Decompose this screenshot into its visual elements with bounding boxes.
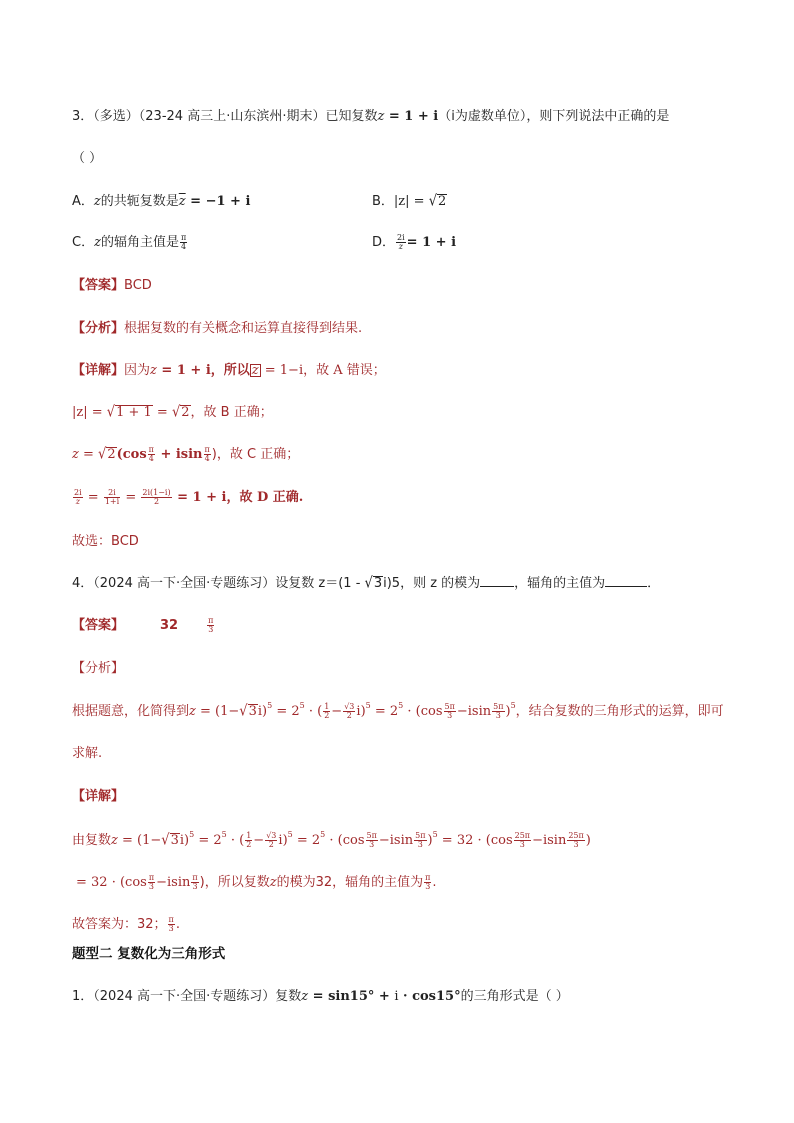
q4-analysis-b: ，结合复数的三角形式的运算，即可 <box>515 704 724 719</box>
q1-z: z <box>301 989 309 1004</box>
q4-text-d: ． <box>647 576 661 591</box>
frac-pi-3-a: $\frac{\pi}{3}$ <box>148 873 155 891</box>
q4-answer <box>72 617 215 635</box>
q3-option-a <box>72 193 250 211</box>
sqrt-radicand: 1 + 1 <box>116 405 152 420</box>
frac-2i-z: $\frac{2i}{z}$ <box>74 488 82 506</box>
q4-analysis-line-2: 求解. <box>72 746 103 761</box>
q3-tags: （多选）（23-24 高三上·山东滨州·期末）已知复数 <box>93 109 378 124</box>
q3-option-b <box>372 193 447 211</box>
detail-label: 【详解】 <box>72 363 125 378</box>
q4-analysis-label: 【分析】 <box>72 661 125 676</box>
section-title: 题型二 复数化为三角形式 <box>72 946 226 962</box>
option-c-z: z <box>94 235 101 250</box>
q4-detail-a: 由复数 <box>72 833 112 848</box>
q4-detail-line-1 <box>72 832 591 850</box>
q3-conclusion: 故选：BCD <box>72 534 139 549</box>
option-a-text: 的共轭复数是 <box>100 194 179 209</box>
q3-option-d <box>372 234 456 252</box>
q4-analysis-line-1 <box>72 703 724 721</box>
q3-detail-line-2: |z| = √1 + 1 = √2，故 B 正确； <box>72 403 273 422</box>
z-equals: z = <box>72 447 99 462</box>
q4-blank-1[interactable] <box>480 586 514 587</box>
q4-detail-label: 【详解】 <box>72 789 125 804</box>
detail-math: = 1 + i，所以 <box>156 363 250 378</box>
q3-stem <box>72 108 669 126</box>
q3-number: 3． <box>72 109 94 124</box>
q4-analysis-a: 根据题意，化简得到 <box>72 704 190 719</box>
q3-eq: = 1 + i <box>384 109 439 124</box>
option-b-sqrt: √2 <box>428 192 447 211</box>
q4-blank-2[interactable] <box>605 586 647 587</box>
q3-option-c <box>72 234 188 252</box>
q1-text-b: 的三角形式是（ ） <box>460 989 569 1004</box>
isin-part: + isin <box>155 447 203 462</box>
q4-detail-e: 的模为32，辐角的主值为 <box>276 875 424 890</box>
option-d-math: = 1 + i <box>406 235 457 250</box>
q4-analysis-formula: $z = (1-√3i)^5 = 2^5$ · ( $\frac{1}{2}$ − $\frac{√3}{2}$ $i)^5 = 2^5 \cdot (\cos$ $\frac{5\pi}{3}$ −isin $\frac{5\pi}{3}$ )$^5$ <box>189 701 516 721</box>
q4-number: 4． <box>72 576 94 591</box>
detail-text: 因为 <box>124 363 151 378</box>
option-a-z: z <box>93 194 101 209</box>
q1-stem <box>72 988 569 1006</box>
q4-text-b: i)5，则 z 的模为 <box>383 576 481 591</box>
q4-answer-modulus: 32 <box>160 618 179 633</box>
q3-analysis <box>72 320 362 338</box>
detail-z: z <box>150 363 157 378</box>
analysis-text: 根据复数的有关概念和运算直接得到结果. <box>124 321 363 336</box>
option-d-label: D． <box>372 235 396 250</box>
q4-conclusion-b: . <box>175 917 180 932</box>
q3-paren: （ ） <box>72 151 103 166</box>
frac-pi-3-c: $\frac{\pi}{3}$ <box>425 873 431 891</box>
q4-detail-formula: $z = (1-√3i)^5 = 2^5$ · ( $\frac{1}{2}$ − $\frac{√3}{2}$ $i)^5 = 2^5 \cdot (\cos$ $\frac{5\pi}{3}$ −isin $\frac{5\pi}{3}$ )$^5$ = 32 · (cos $\frac{25\pi}{3}$ −isin $\frac{25\pi}{3}$ ) <box>111 830 591 850</box>
detail-b-correct: ，故 B 正确； <box>190 405 273 420</box>
frac-pi-3-d: $\frac{\pi}{3}$ <box>168 915 174 933</box>
frac-2i1mi-2: $\frac{2i(1-i)}{2}$ <box>142 488 171 506</box>
sqrt-two: 2 <box>181 405 190 420</box>
eq-sign: = <box>152 405 172 420</box>
q4-detail-line-2 <box>72 874 437 892</box>
eq2: = <box>121 490 141 505</box>
sqrt-two-2: 2 <box>107 447 116 462</box>
option-b-math: |z| = <box>393 194 429 209</box>
frac-2i-1pi: $\frac{2i}{1+i}$ <box>104 488 120 506</box>
q3-answer <box>72 277 152 295</box>
q4-sqrt3: 3 <box>373 576 383 591</box>
option-c-text: 的辐角主值是 <box>100 235 179 250</box>
option-a-zbar: $\overline{z}$ <box>178 194 186 209</box>
q4-conclusion-a: 故答案为：32； <box>72 917 167 932</box>
answer-label: 【答案】 <box>72 278 125 293</box>
abs-z: |z| = <box>72 405 107 420</box>
q1-i: i <box>394 989 399 1004</box>
q4-stem: 4．（2024 高一下·全国·专题练习）设复数 z＝(1 - √3i)5，则 z 的模为 ，辐角的主值为 ． <box>72 574 661 593</box>
q4-detail-z: z <box>269 875 277 890</box>
cos-part: (cos <box>116 447 147 462</box>
q4-detail-b: = 32 · (cos <box>76 875 147 890</box>
q4-detail-d: )，所以复数 <box>199 875 270 890</box>
q3-z: z <box>377 109 385 124</box>
frac-pi-4-a: $\frac{\pi}{4}$ <box>148 445 154 463</box>
q4-text-c: ，辐角的主值为 <box>514 576 606 591</box>
analysis-label: 【分析】 <box>72 321 125 336</box>
q1-text-a: （2024 高一下·全国·专题练习）复数 <box>93 989 302 1004</box>
option-a-math: = −1 + i <box>185 194 251 209</box>
option-b-label: B． <box>372 194 394 209</box>
q4-detail-c: −isin <box>156 875 191 890</box>
q4-conclusion <box>72 916 180 934</box>
detail-zbar-box: z <box>251 363 259 378</box>
q1-math: = sin15° + <box>308 989 395 1004</box>
option-d-frac: $\frac{2i}{z}$ <box>397 233 405 251</box>
q4-text-a: （2024 高一下·全国·专题练习）设复数 z＝(1 - <box>93 576 365 591</box>
q1-number: 1． <box>72 989 94 1004</box>
option-c-label: C． <box>72 235 95 250</box>
q3-tail: （i为虚数单位），则下列说法中正确的是 <box>438 109 670 124</box>
detail-conclusion: = 1−i，故 A 错误； <box>260 363 386 378</box>
q3-detail-line-4 <box>72 489 303 507</box>
q1-math-b: · cos15° <box>398 989 461 1004</box>
frac-pi-3-b: $\frac{\pi}{3}$ <box>192 873 198 891</box>
q4-answer-arg: $\frac{\pi}{3}$ <box>208 616 214 634</box>
option-c-frac: $\frac{\pi}{4}$ <box>180 233 187 251</box>
q4-answer-label: 【答案】 <box>72 618 125 633</box>
option-a-label: A． <box>72 194 94 209</box>
q3-detail-line-3: z = √2(cos $\frac{\pi}{4}$ + isin $\frac{\pi}{4}$ )，故 C 正确； <box>72 445 300 464</box>
detail-d-correct: = 1 + i，故 D 正确. <box>172 490 304 505</box>
detail-c-correct: )，故 C 正确； <box>211 447 300 462</box>
answer-value: BCD <box>124 278 152 293</box>
frac-pi-4-b: $\frac{\pi}{4}$ <box>204 445 210 463</box>
eq1: = <box>83 490 103 505</box>
q4-detail-f: . <box>432 875 437 890</box>
q3-detail-line-1 <box>72 362 386 380</box>
